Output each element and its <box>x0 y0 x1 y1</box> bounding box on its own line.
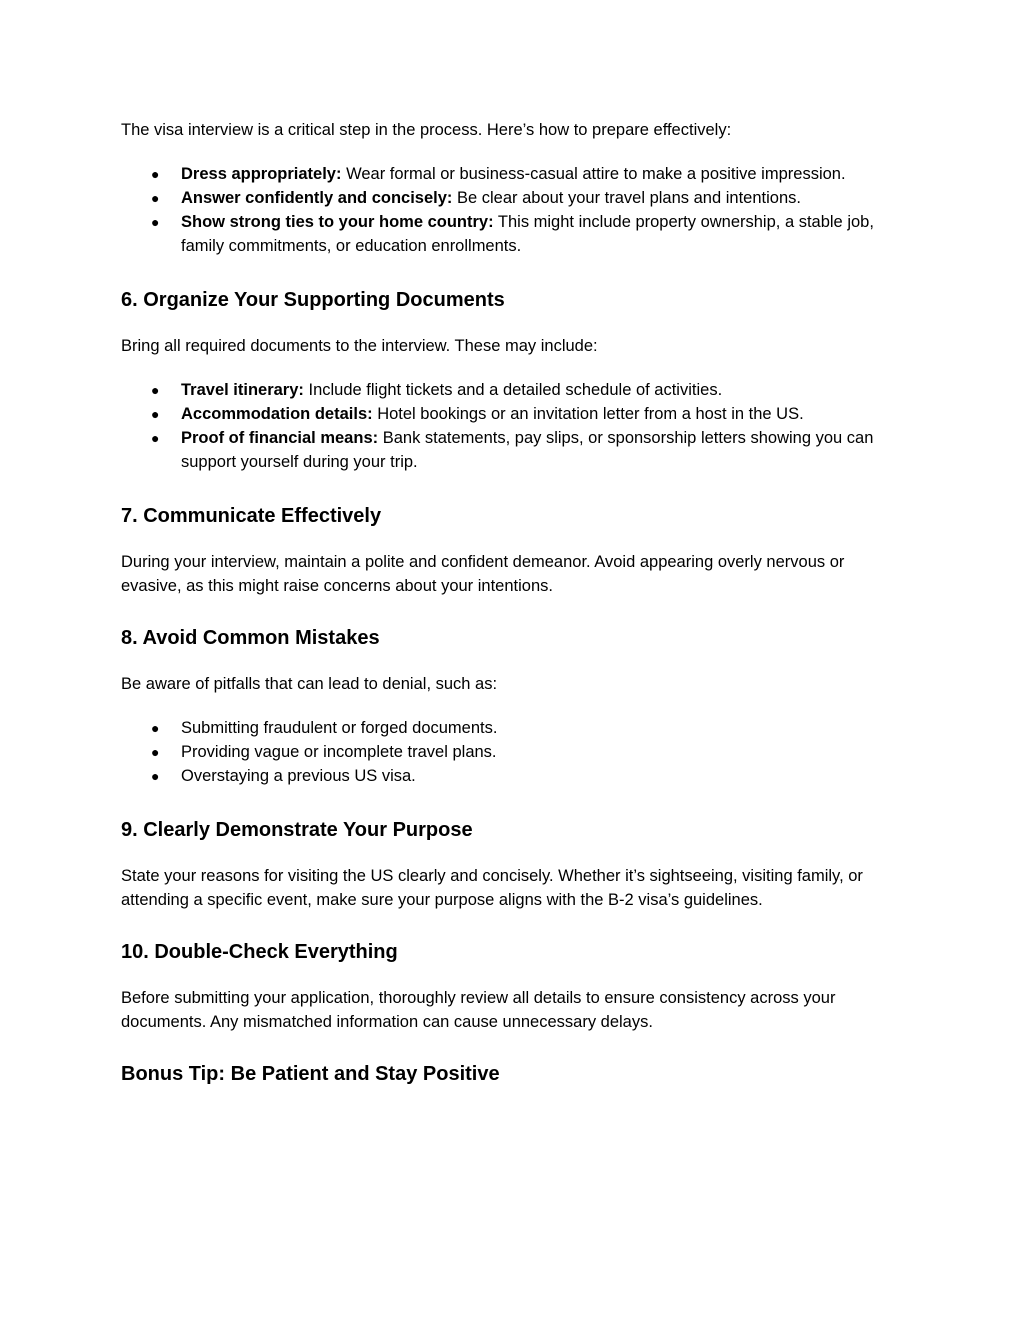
list-item-text: Hotel bookings or an invitation letter from a host in the US. <box>372 405 804 423</box>
section-paragraph-7: During your interview, maintain a polite and confident demeanor. Avoid appearing overly nervous or evasive, as this might raise concerns about your intentions. <box>121 553 845 595</box>
list-item-label: Accommodation details: <box>181 405 373 423</box>
list-item-label: Dress appropriately: <box>181 165 342 183</box>
section-heading-7: 7. Communicate Effectively <box>121 505 382 527</box>
section-heading-6: 6. Organize Your Supporting Documents <box>121 289 505 311</box>
list-item <box>121 378 891 402</box>
bullet-icon: ● <box>151 190 160 206</box>
list-item-text: Providing vague or incomplete travel plans. <box>181 743 497 761</box>
list-item <box>121 186 891 210</box>
section-heading-9: 9. Clearly Demonstrate Your Purpose <box>121 819 473 841</box>
document-page <box>121 118 891 1088</box>
list-item-text: Overstaying a previous US visa. <box>181 767 416 785</box>
list-item-text: Submitting fraudulent or forged documents. <box>181 719 498 737</box>
bullet-icon: ● <box>151 214 160 230</box>
section-heading-10: 10. Double-Check Everything <box>121 941 398 963</box>
list-item-label: Travel itinerary: <box>181 381 304 399</box>
list-item <box>121 740 891 764</box>
list-item <box>121 210 891 258</box>
bonus-heading: Bonus Tip: Be Patient and Stay Positive <box>121 1063 500 1085</box>
list-item <box>121 402 891 426</box>
list-item-label: Answer confidently and concisely: <box>181 189 453 207</box>
bullet-icon: ● <box>151 744 160 760</box>
interview-tips-list <box>121 162 891 258</box>
intro-paragraph: The visa interview is a critical step in the process. Here’s how to prepare effectively: <box>121 121 732 139</box>
section-paragraph-9: State your reasons for visiting the US clearly and concisely. Whether it’s sightseeing, visiting family, or attending a specific event, make sure your purpose aligns with the B-2 visa’s guidelines. <box>121 867 863 909</box>
list-item <box>121 162 891 186</box>
list-item <box>121 716 891 740</box>
bullet-icon: ● <box>151 430 160 446</box>
bullet-icon: ● <box>151 382 160 398</box>
section-paragraph-8: Be aware of pitfalls that can lead to denial, such as: <box>121 675 498 693</box>
bullet-icon: ● <box>151 166 160 182</box>
documents-list <box>121 378 891 474</box>
list-item-label: Show strong ties to your home country: <box>181 213 494 231</box>
list-item-text: Wear formal or business-casual attire to make a positive impression. <box>341 165 846 183</box>
list-item-text: This might include property ownership, a stable job, family commitments, or education enrollments. <box>181 213 874 255</box>
bullet-icon: ● <box>151 720 160 736</box>
list-item <box>121 426 891 474</box>
list-item-text: Bank statements, pay slips, or sponsorship letters showing you can support yourself during your trip. <box>181 429 874 471</box>
list-item <box>121 764 891 788</box>
list-item-text: Include flight tickets and a detailed schedule of activities. <box>303 381 723 399</box>
mistakes-list <box>121 716 891 788</box>
section-paragraph-10: Before submitting your application, thoroughly review all details to ensure consistency across your documents. Any mismatched information can cause unnecessary delays. <box>121 989 836 1031</box>
section-heading-8: 8. Avoid Common Mistakes <box>121 627 380 649</box>
bullet-icon: ● <box>151 768 160 784</box>
section-paragraph-6: Bring all required documents to the interview. These may include: <box>121 337 598 355</box>
list-item-text: Be clear about your travel plans and intentions. <box>452 189 801 207</box>
bullet-icon: ● <box>151 406 160 422</box>
list-item-label: Proof of financial means: <box>181 429 379 447</box>
